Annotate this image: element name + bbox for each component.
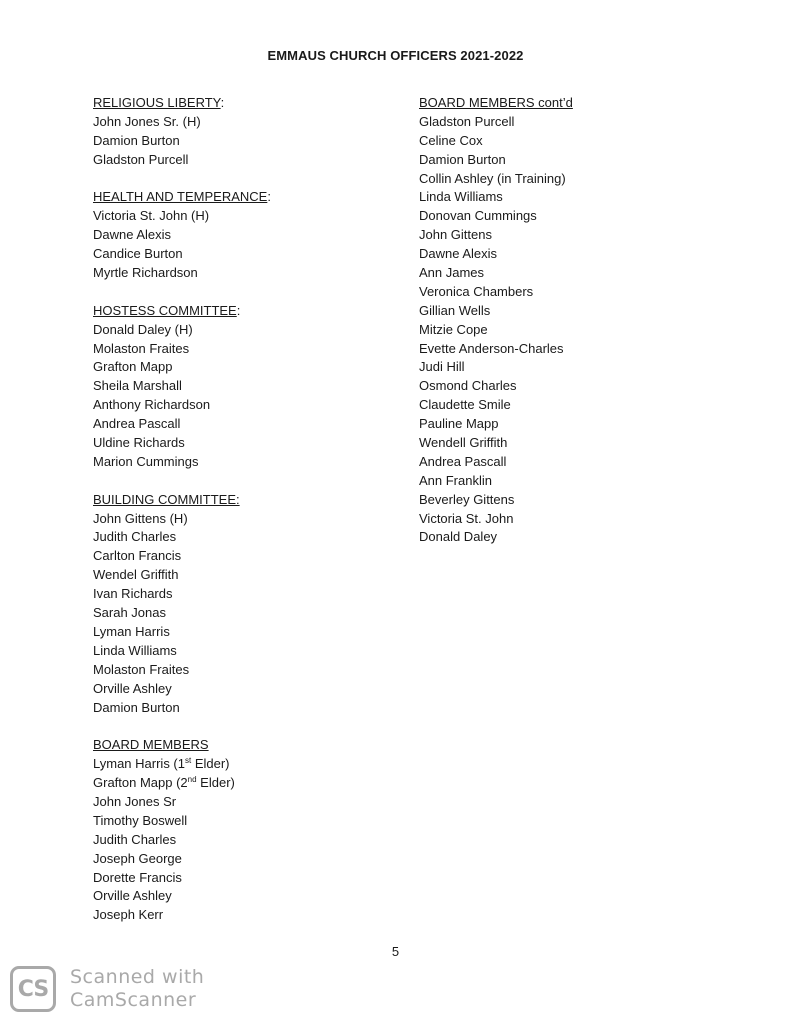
member-name: Gladston Purcell bbox=[93, 151, 189, 167]
member-name: Beverley Gittens bbox=[419, 491, 515, 507]
member-name: Claudette Smile bbox=[419, 397, 511, 413]
member-name: Donald Daley (H) bbox=[93, 321, 193, 337]
member-name: Wendel Griffith bbox=[93, 567, 179, 583]
member-name: Veronica Chambers bbox=[419, 283, 534, 299]
watermark-line-2: CamScanner bbox=[70, 989, 197, 1011]
member-name: Judith Charles bbox=[93, 529, 177, 545]
member-name: Dawne Alexis bbox=[93, 227, 172, 243]
section-heading-suffix: : bbox=[220, 95, 225, 110]
member-name: Ann James bbox=[419, 265, 485, 281]
member-name bbox=[93, 774, 383, 793]
member-name: Victoria St. John (H) bbox=[93, 208, 210, 224]
member-name: Sarah Jonas bbox=[93, 605, 166, 621]
member-name: Ivan Richards bbox=[93, 586, 173, 602]
member-name: John Gittens (H) bbox=[93, 510, 188, 526]
member-name: Joseph Kerr bbox=[93, 907, 164, 923]
section-heading bbox=[93, 736, 383, 755]
member-name: Linda Williams bbox=[93, 642, 177, 658]
member-name: Orville Ashley bbox=[93, 888, 172, 904]
member-name: Dorette Francis bbox=[93, 869, 182, 885]
committee-section bbox=[93, 94, 383, 170]
section-heading-text: RELIGIOUS LIBERTY bbox=[93, 95, 221, 110]
section-heading-text: BOARD MEMBERS bbox=[93, 737, 209, 753]
watermark-line-1: Scanned with bbox=[70, 966, 205, 988]
section-heading-suffix: : bbox=[267, 189, 271, 205]
ordinal-superscript: nd bbox=[187, 775, 197, 785]
section-heading bbox=[93, 188, 383, 207]
member-name: Grafton Mapp bbox=[93, 359, 173, 375]
member-name: Donovan Cummings bbox=[419, 208, 537, 224]
member-name: Molaston Fraites bbox=[93, 661, 190, 677]
member-name: Gladston Purcell bbox=[419, 113, 515, 129]
member-role-text: Elder) bbox=[191, 756, 230, 772]
section-heading-text: BOARD MEMBERS cont’d bbox=[419, 95, 573, 110]
member-name: Myrtle Richardson bbox=[93, 265, 198, 281]
member-name: Mitzie Cope bbox=[419, 321, 488, 337]
member-name: Osmond Charles bbox=[419, 378, 517, 394]
section-heading bbox=[419, 94, 719, 113]
member-name-text: Lyman Harris (1 bbox=[93, 756, 185, 772]
section-heading bbox=[93, 94, 383, 113]
section-heading-suffix: : bbox=[236, 302, 241, 318]
member-name: Marion Cummings bbox=[93, 453, 199, 469]
member-name: Judith Charles bbox=[93, 831, 177, 847]
member-name: Linda Williams bbox=[419, 189, 503, 205]
member-name: Sheila Marshall bbox=[93, 378, 182, 394]
section-heading-text: BUILDING COMMITTEE: bbox=[93, 491, 240, 507]
member-name: Orville Ashley bbox=[93, 680, 172, 696]
right-column bbox=[419, 94, 719, 566]
committee-section bbox=[93, 188, 383, 282]
section-heading bbox=[93, 302, 383, 321]
member-name: Celine Cox bbox=[419, 132, 483, 148]
section-heading bbox=[93, 491, 383, 510]
committee-section bbox=[419, 94, 719, 547]
page-number: 5 bbox=[391, 944, 400, 959]
member-name: Carlton Francis bbox=[93, 548, 182, 564]
member-name: Molaston Fraites bbox=[93, 340, 190, 356]
member-name-text: Grafton Mapp (2 bbox=[93, 775, 188, 791]
member-name: Damion Burton bbox=[93, 699, 180, 715]
member-name: Candice Burton bbox=[93, 246, 183, 262]
member-name bbox=[93, 755, 383, 774]
committee-section bbox=[93, 491, 383, 718]
member-name: Gillian Wells bbox=[419, 302, 491, 318]
member-name: Victoria St. John bbox=[419, 510, 514, 526]
member-name: Judi Hill bbox=[419, 359, 465, 375]
member-name: Andrea Pascall bbox=[93, 416, 181, 432]
left-column bbox=[93, 94, 383, 944]
member-name: Anthony Richardson bbox=[93, 397, 211, 413]
member-name: Evette Anderson-Charles bbox=[419, 340, 564, 356]
member-name: John Jones Sr bbox=[93, 793, 177, 809]
page-title: EMMAUS CHURCH OFFICERS 2021-2022 bbox=[267, 48, 524, 63]
ordinal-superscript: st bbox=[184, 756, 192, 766]
member-name: Pauline Mapp bbox=[419, 416, 499, 432]
committee-section bbox=[93, 736, 383, 925]
camscanner-logo-icon: CS bbox=[10, 966, 56, 1012]
section-heading-text: HOSTESS COMMITTEE bbox=[93, 302, 237, 318]
member-name: Lyman Harris bbox=[93, 623, 170, 639]
member-name: Damion Burton bbox=[93, 132, 180, 148]
member-name: John Gittens bbox=[419, 227, 492, 243]
member-name: John Jones Sr. (H) bbox=[93, 113, 201, 129]
member-name: Ann Franklin bbox=[419, 472, 492, 488]
member-name: Dawne Alexis bbox=[419, 246, 498, 262]
member-role-text: Elder) bbox=[196, 775, 235, 791]
member-name: Collin Ashley (in Training) bbox=[419, 170, 566, 186]
member-name: Uldine Richards bbox=[93, 435, 185, 451]
member-name: Andrea Pascall bbox=[419, 453, 507, 469]
section-heading-text: HEALTH AND TEMPERANCE bbox=[93, 189, 268, 205]
member-name: Damion Burton bbox=[419, 151, 506, 167]
member-name: Wendell Griffith bbox=[419, 435, 508, 451]
camscanner-watermark bbox=[10, 965, 204, 1013]
committee-section bbox=[93, 302, 383, 472]
member-name: Donald Daley bbox=[419, 529, 498, 545]
member-name: Joseph George bbox=[93, 850, 182, 866]
watermark-text bbox=[70, 966, 204, 1012]
member-name: Timothy Boswell bbox=[93, 812, 188, 828]
